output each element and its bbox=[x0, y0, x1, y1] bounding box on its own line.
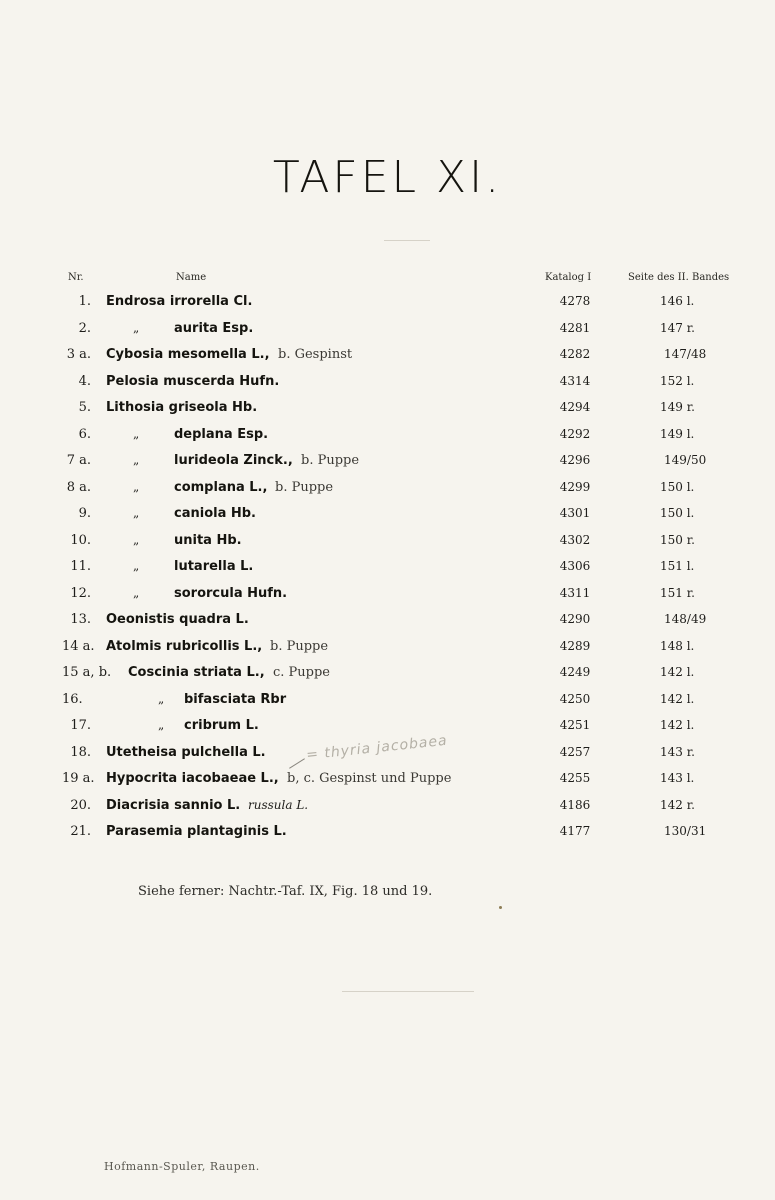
row-number: 15 a, b. bbox=[62, 665, 112, 680]
row-number: 17. bbox=[70, 718, 91, 733]
species-name: deplana Esp. bbox=[174, 426, 269, 442]
species-name: Oeonistis quadra L. bbox=[106, 612, 249, 627]
ink-speck bbox=[499, 906, 502, 909]
katalog-number: 4282 bbox=[559, 347, 591, 361]
katalog-number: 4294 bbox=[559, 400, 591, 414]
katalog-number: 4292 bbox=[559, 426, 591, 441]
row-number: 21. bbox=[70, 824, 91, 839]
page-reference: 148 l. bbox=[660, 638, 695, 653]
page-reference: 150 l. bbox=[660, 479, 695, 494]
row-number: 18. bbox=[70, 744, 91, 760]
row-number: 4. bbox=[78, 373, 91, 389]
species-name: Atolmis rubricollis L., bbox=[106, 638, 263, 654]
row-number: 8 a. bbox=[66, 479, 91, 495]
table-row bbox=[0, 692, 775, 718]
page-reference: 130/31 bbox=[664, 824, 707, 838]
katalog-number: 4301 bbox=[559, 506, 591, 520]
row-number: 14 a. bbox=[62, 638, 95, 654]
ditto-mark: „ bbox=[133, 532, 140, 547]
page-reference: 149/50 bbox=[664, 453, 707, 467]
row-number: 13. bbox=[70, 612, 91, 627]
row-number: 19 a. bbox=[62, 771, 95, 786]
katalog-number: 4296 bbox=[559, 453, 591, 467]
katalog-number: 4302 bbox=[559, 532, 591, 547]
species-name: Endrosa irrorella Cl. bbox=[106, 294, 253, 309]
page-footer: Hofmann-Spuler, Raupen. bbox=[104, 1160, 260, 1173]
table-row bbox=[0, 480, 775, 506]
ditto-mark: „ bbox=[133, 506, 140, 520]
row-number: 7 a. bbox=[66, 453, 91, 468]
row-number: 5. bbox=[78, 400, 91, 415]
table-row bbox=[0, 639, 775, 665]
see-also-note: Siehe ferner: Nachtr.-Taf. IX, Fig. 18 und 19. bbox=[138, 884, 433, 899]
species-name: Hypocrita iacobaeae L., bbox=[106, 771, 279, 786]
table-row bbox=[0, 665, 775, 691]
table-row bbox=[0, 427, 775, 453]
species-name: Diacrisia sannio L. bbox=[106, 797, 241, 813]
table-row bbox=[0, 374, 775, 400]
stage-note: b. Puppe bbox=[275, 479, 334, 495]
katalog-number: 4289 bbox=[559, 638, 591, 653]
page-reference: 148/49 bbox=[664, 612, 707, 626]
bottom-divider bbox=[342, 991, 474, 992]
stage-note: b. Puppe bbox=[270, 638, 329, 654]
page-reference: 143 l. bbox=[660, 771, 695, 785]
handwritten-annotation: = thyria jacobaea bbox=[305, 732, 449, 764]
species-name: Utetheisa pulchella L. bbox=[106, 744, 266, 760]
katalog-number: 4306 bbox=[559, 559, 591, 573]
page-reference: 147/48 bbox=[664, 347, 707, 361]
species-name: Lithosia griseola Hb. bbox=[106, 400, 258, 415]
stage-note: c. Puppe bbox=[273, 665, 331, 680]
row-number: 20. bbox=[70, 797, 91, 813]
katalog-number: 4299 bbox=[559, 479, 591, 494]
stage-note: b, c. Gespinst und Puppe bbox=[287, 771, 452, 786]
ditto-mark: „ bbox=[158, 691, 165, 706]
page-reference: 150 l. bbox=[660, 506, 695, 520]
ditto-mark: „ bbox=[133, 559, 140, 573]
katalog-number: 4250 bbox=[559, 691, 591, 706]
table-row bbox=[0, 294, 775, 320]
row-number: 12. bbox=[70, 585, 91, 601]
katalog-number: 4186 bbox=[559, 797, 591, 812]
plate-title: TAFEL XI. bbox=[272, 152, 503, 203]
species-name: cribrum L. bbox=[184, 718, 259, 733]
katalog-number: 4278 bbox=[559, 294, 591, 308]
katalog-number: 4311 bbox=[559, 585, 591, 600]
row-number: 2. bbox=[78, 320, 91, 336]
species-name: Cybosia mesomella L., bbox=[106, 347, 270, 362]
katalog-number: 4251 bbox=[559, 718, 591, 732]
table-row bbox=[0, 586, 775, 612]
page-reference: 142 l. bbox=[660, 718, 695, 732]
katalog-number: 4257 bbox=[559, 744, 591, 759]
page-reference: 151 r. bbox=[660, 585, 695, 600]
row-number: 10. bbox=[70, 532, 91, 548]
row-number: 16. bbox=[62, 691, 83, 707]
species-name: sororcula Hufn. bbox=[174, 585, 288, 601]
ditto-mark: „ bbox=[133, 426, 140, 441]
page-reference: 146 l. bbox=[660, 294, 695, 308]
table-row bbox=[0, 533, 775, 559]
species-name: Pelosia muscerda Hufn. bbox=[106, 373, 280, 389]
katalog-number: 4255 bbox=[559, 771, 591, 785]
katalog-number: 4281 bbox=[559, 320, 591, 335]
ditto-mark: „ bbox=[133, 320, 140, 335]
ditto-mark: „ bbox=[133, 585, 140, 600]
species-name: unita Hb. bbox=[174, 532, 242, 548]
stage-note: b. Puppe bbox=[301, 453, 360, 468]
katalog-number: 4314 bbox=[559, 373, 591, 388]
page-reference: 142 l. bbox=[660, 691, 695, 706]
table-row bbox=[0, 506, 775, 532]
ditto-mark: „ bbox=[133, 453, 140, 467]
table-row bbox=[0, 612, 775, 638]
species-name: lutarella L. bbox=[174, 559, 254, 574]
species-name: bifasciata Rbr bbox=[184, 691, 287, 707]
row-number: 11. bbox=[70, 559, 91, 574]
table-row bbox=[0, 400, 775, 426]
page-reference: 149 r. bbox=[660, 400, 695, 414]
row-number: 6. bbox=[78, 426, 91, 442]
katalog-number: 4249 bbox=[559, 665, 591, 679]
table-row bbox=[0, 347, 775, 373]
table-row bbox=[0, 798, 775, 824]
ditto-mark: „ bbox=[158, 718, 165, 732]
header-seite: Seite des II. Bandes bbox=[628, 272, 730, 283]
page-reference: 142 r. bbox=[660, 797, 695, 812]
header-nr: Nr. bbox=[68, 272, 84, 283]
table-row bbox=[0, 321, 775, 347]
header-katalog: Katalog I bbox=[545, 272, 592, 283]
species-name: caniola Hb. bbox=[174, 506, 256, 521]
table-row bbox=[0, 824, 775, 850]
table-row bbox=[0, 453, 775, 479]
ditto-mark: „ bbox=[133, 479, 140, 494]
species-name: lurideola Zinck., bbox=[174, 453, 293, 468]
katalog-number: 4290 bbox=[559, 612, 591, 626]
page-reference: 143 r. bbox=[660, 744, 695, 759]
page-reference: 142 l. bbox=[660, 665, 695, 679]
page-reference: 149 l. bbox=[660, 426, 695, 441]
species-name: Coscinia striata L., bbox=[128, 665, 265, 680]
row-number: 1. bbox=[78, 294, 91, 309]
handwritten-synonym: russula L. bbox=[248, 797, 309, 812]
header-name: Name bbox=[176, 272, 207, 283]
table-row bbox=[0, 771, 775, 797]
table-row bbox=[0, 559, 775, 585]
katalog-number: 4177 bbox=[559, 824, 591, 838]
stage-note: b. Gespinst bbox=[278, 347, 353, 362]
page-reference: 147 r. bbox=[660, 320, 695, 335]
species-name: Parasemia plantaginis L. bbox=[106, 824, 287, 839]
page-reference: 150 r. bbox=[660, 532, 695, 547]
row-number: 3 a. bbox=[66, 347, 91, 362]
page-reference: 152 l. bbox=[660, 373, 695, 388]
row-number: 9. bbox=[78, 506, 91, 521]
species-name: aurita Esp. bbox=[174, 320, 254, 336]
title-divider bbox=[384, 240, 430, 241]
species-name: complana L., bbox=[174, 479, 268, 495]
page-reference: 151 l. bbox=[660, 559, 695, 573]
